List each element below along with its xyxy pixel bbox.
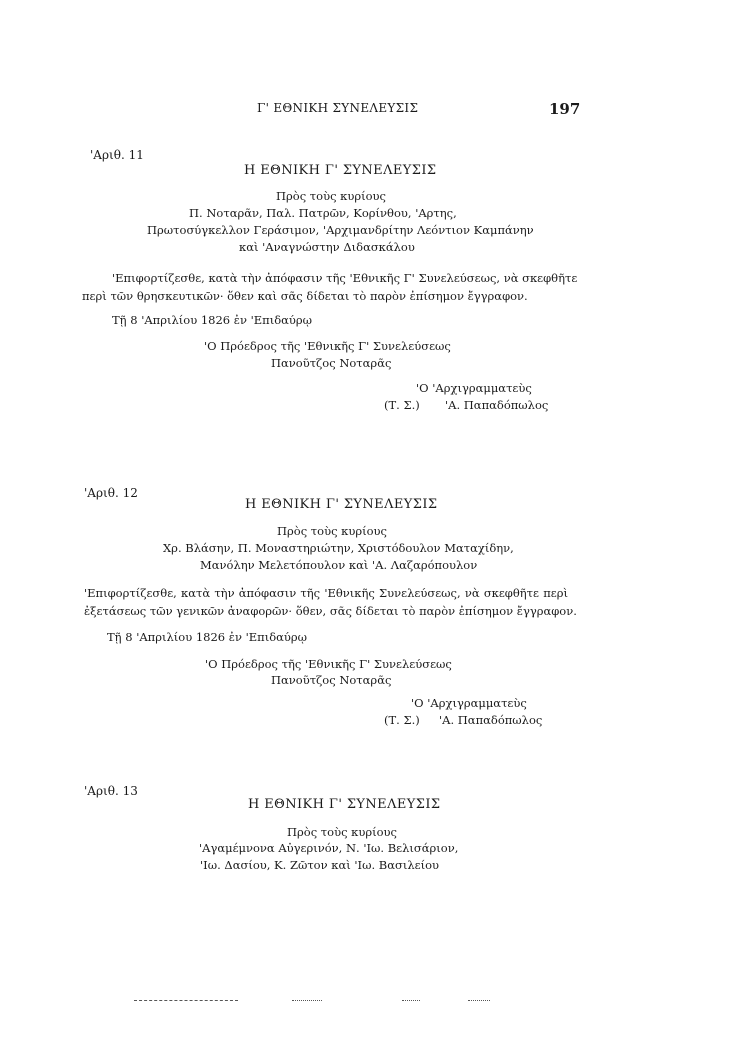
page-number: 197 — [549, 100, 581, 118]
addressee-line: Πρὸς τοὺς κυρίους — [277, 524, 387, 538]
body-line: ἐξετάσεως τῶν γενικῶν ἀναφορῶν· ὅθεν, σᾶς δίδεται τὸ παρὸν ἐπίσημον ἔγγραφον. — [84, 604, 577, 618]
document-title: Η ΕΘΝΙΚΗ Γ' ΣΥΝΕΛΕΥΣΙΣ — [248, 797, 441, 812]
president-title: 'Ο Πρόεδρος τῆς 'Εθνικῆς Γ' Συνελεύσεως — [204, 339, 451, 353]
president-name: Πανοῦτζος Νοταρᾶς — [271, 673, 392, 687]
body-line: 'Επιφορτίζεσθε, κατὰ τὴν ἀπόφασιν τῆς 'Εθνικῆς Γ' Συνελεύσεως, νὰ σκεφθῆτε — [112, 271, 578, 285]
footnote-rule — [468, 1000, 490, 1001]
body-line: περὶ τῶν θρησκευτικῶν· ὅθεν καὶ σᾶς δίδεται τὸ παρὸν ἐπίσημον ἔγγραφον. — [82, 289, 528, 303]
footnote-rule — [292, 1000, 322, 1001]
addressee-line: 'Αγαμέμνονα Αὐγερινόν, Ν. 'Ιω. Βελισάριον, — [199, 841, 459, 855]
addressee-line: Π. Νοταρᾶν, Παλ. Πατρῶν, Κορίνθου, 'Αρτης, — [189, 206, 457, 220]
running-title: Γ' ΕΘΝΙΚΗ ΣΥΝΕΛΕΥΣΙΣ — [257, 101, 419, 115]
addressee-line: Χρ. Βλάσην, Π. Μοναστηριώτην, Χριστόδουλον Ματαχίδην, — [163, 541, 514, 555]
addressee-line: καὶ 'Αναγνώστην Διδασκάλου — [239, 240, 415, 254]
secretary-name: 'Α. Παπαδόπωλος — [439, 713, 543, 727]
addressee-line: Πρὸς τοὺς κυρίους — [287, 825, 397, 839]
document-number: 'Αριθ. 12 — [84, 486, 138, 500]
footnote-rule — [134, 1000, 238, 1001]
document-number: 'Αριθ. 13 — [84, 784, 138, 798]
addressee-line: 'Ιω. Δασίου, Κ. Ζῶτον καὶ 'Ιω. Βασιλείου — [200, 858, 440, 872]
body-line: 'Επιφορτίζεσθε, κατὰ τὴν ἀπόφασιν τῆς 'Εθνικῆς Συνελεύσεως, νὰ σκεφθῆτε περὶ — [84, 586, 568, 600]
seal-mark: (Τ. Σ.) — [384, 398, 420, 412]
seal-mark: (Τ. Σ.) — [384, 713, 420, 727]
addressee-line: Πρὸς τοὺς κυρίους — [276, 189, 386, 203]
date-line: Τῇ 8 'Απριλίου 1826 ἐν 'Επιδαύρῳ — [112, 313, 313, 327]
document-number: 'Αριθ. 11 — [90, 148, 144, 162]
date-line: Τῇ 8 'Απριλίου 1826 ἐν 'Επιδαύρῳ — [107, 630, 308, 644]
secretary-name: 'Α. Παπαδόπωλος — [445, 398, 549, 412]
footnote-rule — [402, 1000, 420, 1001]
president-title: 'Ο Πρόεδρος τῆς 'Εθνικῆς Γ' Συνελεύσεως — [205, 657, 452, 671]
document-title: Η ΕΘΝΙΚΗ Γ' ΣΥΝΕΛΕΥΣΙΣ — [244, 163, 437, 178]
addressee-line: Πρωτοσύγκελλον Γεράσιμον, 'Αρχιμανδρίτην Λεόντιον Καμπάνην — [147, 223, 534, 237]
president-name: Πανοῦτζος Νοταρᾶς — [271, 356, 392, 370]
secretary-title: 'Ο 'Αρχιγραμματεὺς — [416, 381, 532, 395]
secretary-title: 'Ο 'Αρχιγραμματεὺς — [411, 696, 527, 710]
document-title: Η ΕΘΝΙΚΗ Γ' ΣΥΝΕΛΕΥΣΙΣ — [245, 497, 438, 512]
addressee-line: Μανόλην Μελετόπουλον καὶ 'Α. Λαζαρόπουλον — [200, 558, 478, 572]
